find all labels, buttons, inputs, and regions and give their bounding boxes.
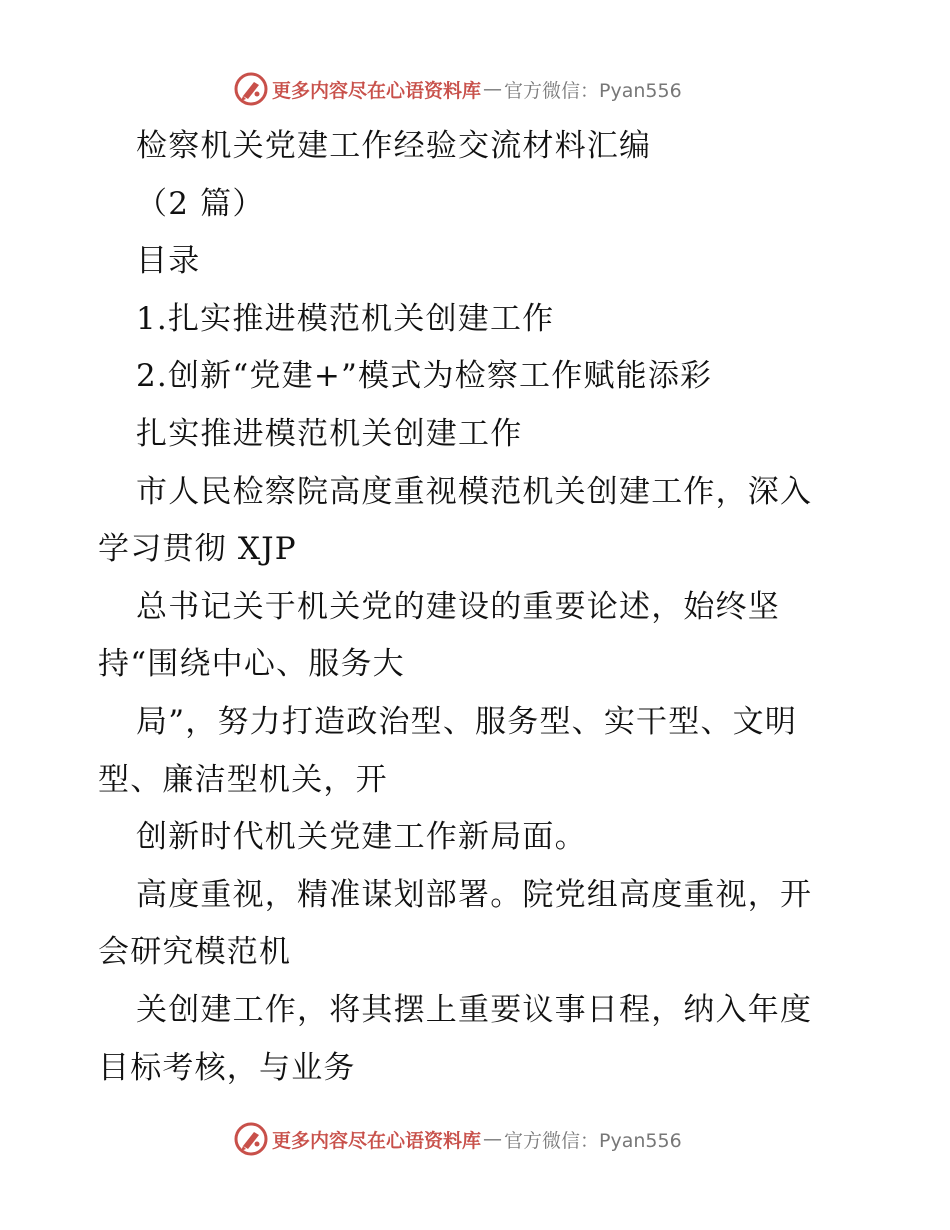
text-line: 持“围绕中心、服务大 bbox=[98, 646, 405, 683]
text-line: 学习贯彻 XJP bbox=[98, 531, 297, 568]
text-line: 目录 bbox=[136, 243, 201, 280]
text-line: 总书记关于机关党的建设的重要论述，始终坚 bbox=[136, 588, 780, 625]
text-line: 目标考核，与业务 bbox=[98, 1049, 356, 1086]
text-line: 局”，努力打造政治型、服务型、实干型、文明 bbox=[136, 703, 798, 740]
text-line: 创新时代机关党建工作新局面。 bbox=[136, 819, 587, 856]
document-body bbox=[98, 118, 858, 1097]
watermark-dash: — bbox=[483, 1128, 503, 1150]
text-line: 扎实推进模范机关创建工作 bbox=[136, 415, 523, 452]
text-line: 2.创新“党建+”模式为检察工作赋能添彩 bbox=[136, 358, 713, 395]
watermark-slogan: 更多内容尽在心语资料库 bbox=[272, 79, 482, 102]
ink-pen-logo-icon bbox=[234, 1122, 268, 1156]
text-line: 会研究模范机 bbox=[98, 934, 292, 971]
watermark-dash: — bbox=[483, 78, 503, 100]
text-line: 高度重视，精准谋划部署。院党组高度重视，开 bbox=[136, 876, 813, 913]
footer-watermark bbox=[234, 1122, 682, 1156]
watermark-wechat: 官方微信：Pyan556 bbox=[504, 79, 682, 102]
text-line: （2 篇） bbox=[136, 185, 265, 222]
watermark-wechat: 官方微信：Pyan556 bbox=[504, 1129, 682, 1152]
text-line: 型、廉洁型机关，开 bbox=[98, 761, 388, 798]
text-line: 检察机关党建工作经验交流材料汇编 bbox=[136, 128, 652, 164]
text-line: 市人民检察院高度重视模范机关创建工作，深入 bbox=[136, 473, 813, 510]
text-line: 关创建工作，将其摆上重要议事日程，纳入年度 bbox=[136, 991, 813, 1028]
ink-pen-logo-icon bbox=[234, 72, 268, 106]
text-line: 1.扎实推进模范机关创建工作 bbox=[136, 300, 555, 337]
watermark-slogan: 更多内容尽在心语资料库 bbox=[272, 1129, 482, 1152]
header-watermark bbox=[234, 72, 682, 106]
